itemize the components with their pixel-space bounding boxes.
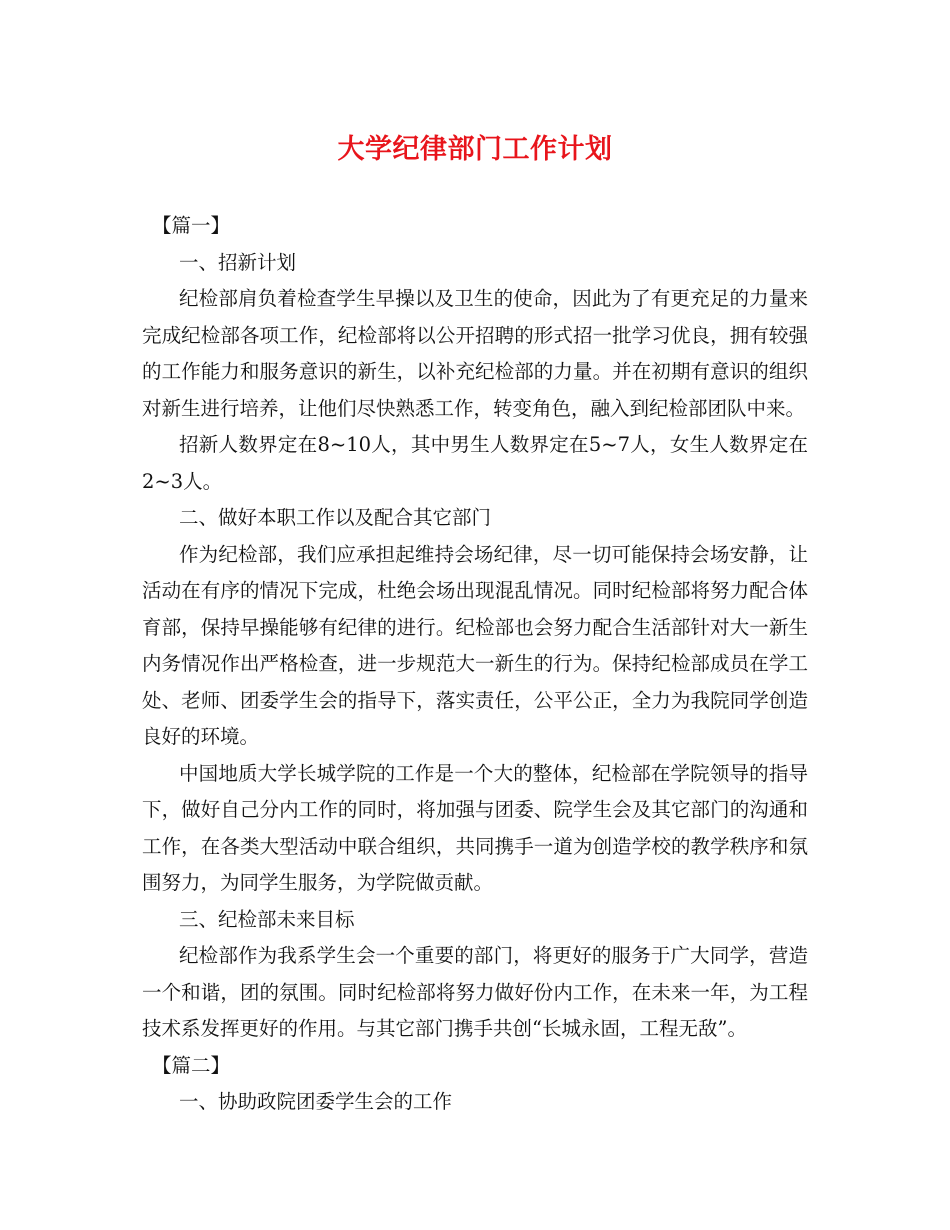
paragraph-recruitment-purpose: 纪检部肩负着检查学生早操以及卫生的使命，因此为了有更充足的力量来完成纪检部各项工作，纪检部将以公开招聘的形式招一批学习优良，拥有较强的工作能力和服务意识的新生，以补充纪检部的力量。并在初期有意识的组织对新生进行培养，让他们尽快熟悉工作，转变角色，融入到纪检部团队中来。 [142,287,808,420]
paragraph-recruitment-numbers: 招新人数界定在8~10人，其中男生人数界定在5~7人，女生人数界定在2~3人。 [142,433,808,493]
heading-duties-cooperation: 二、做好本职工作以及配合其它部门 [179,506,492,529]
document-title: 大学纪律部门工作计划 [337,134,613,165]
section-heading-part-2: 【篇二】 [152,1053,231,1077]
paragraph-college-collaboration: 中国地质大学长城学院的工作是一个大的整体，纪检部在学院领导的指导下，做好自己分内工作的同时，将加强与团委、院学生会及其它部门的沟通和工作，在各类大型活动中联合组织，共同携手一道为创造学校的教学秩序和氛围努力，为同学生服务，为学院做贡献。 [142,761,808,894]
heading-recruitment-plan: 一、招新计划 [179,250,297,274]
heading-assist-student-union: 一、协助政院团委学生会的工作 [179,1090,453,1113]
paragraph-duties: 作为纪检部，我们应承担起维持会场纪律，尽一切可能保持会场安静，让活动在有序的情况下完成，杜绝会场出现混乱情况。同时纪检部将努力配合体育部，保持早操能够有纪律的进行。纪检部也会努力配合生活部针对大一新生内务情况作出严格检查，进一步规范大一新生的行为。保持纪检部成员在学工处、老师、团委学生会的指导下，落实责任，公平公正，全力为我院同学创造良好的环境。 [142,542,808,748]
document-body [142,208,808,1121]
heading-future-goals: 三、纪检部未来目标 [179,907,355,931]
section-heading-part-1: 【篇一】 [152,214,231,237]
paragraph-future-goals: 纪检部作为我系学生会一个重要的部门，将更好的服务于广大同学，营造一个和谐，团的氛围。同时纪检部将努力做好份内工作，在未来一年，为工程技术系发挥更好的作用。与其它部门携手共创“长城永固，工程无敌”。 [142,944,808,1040]
